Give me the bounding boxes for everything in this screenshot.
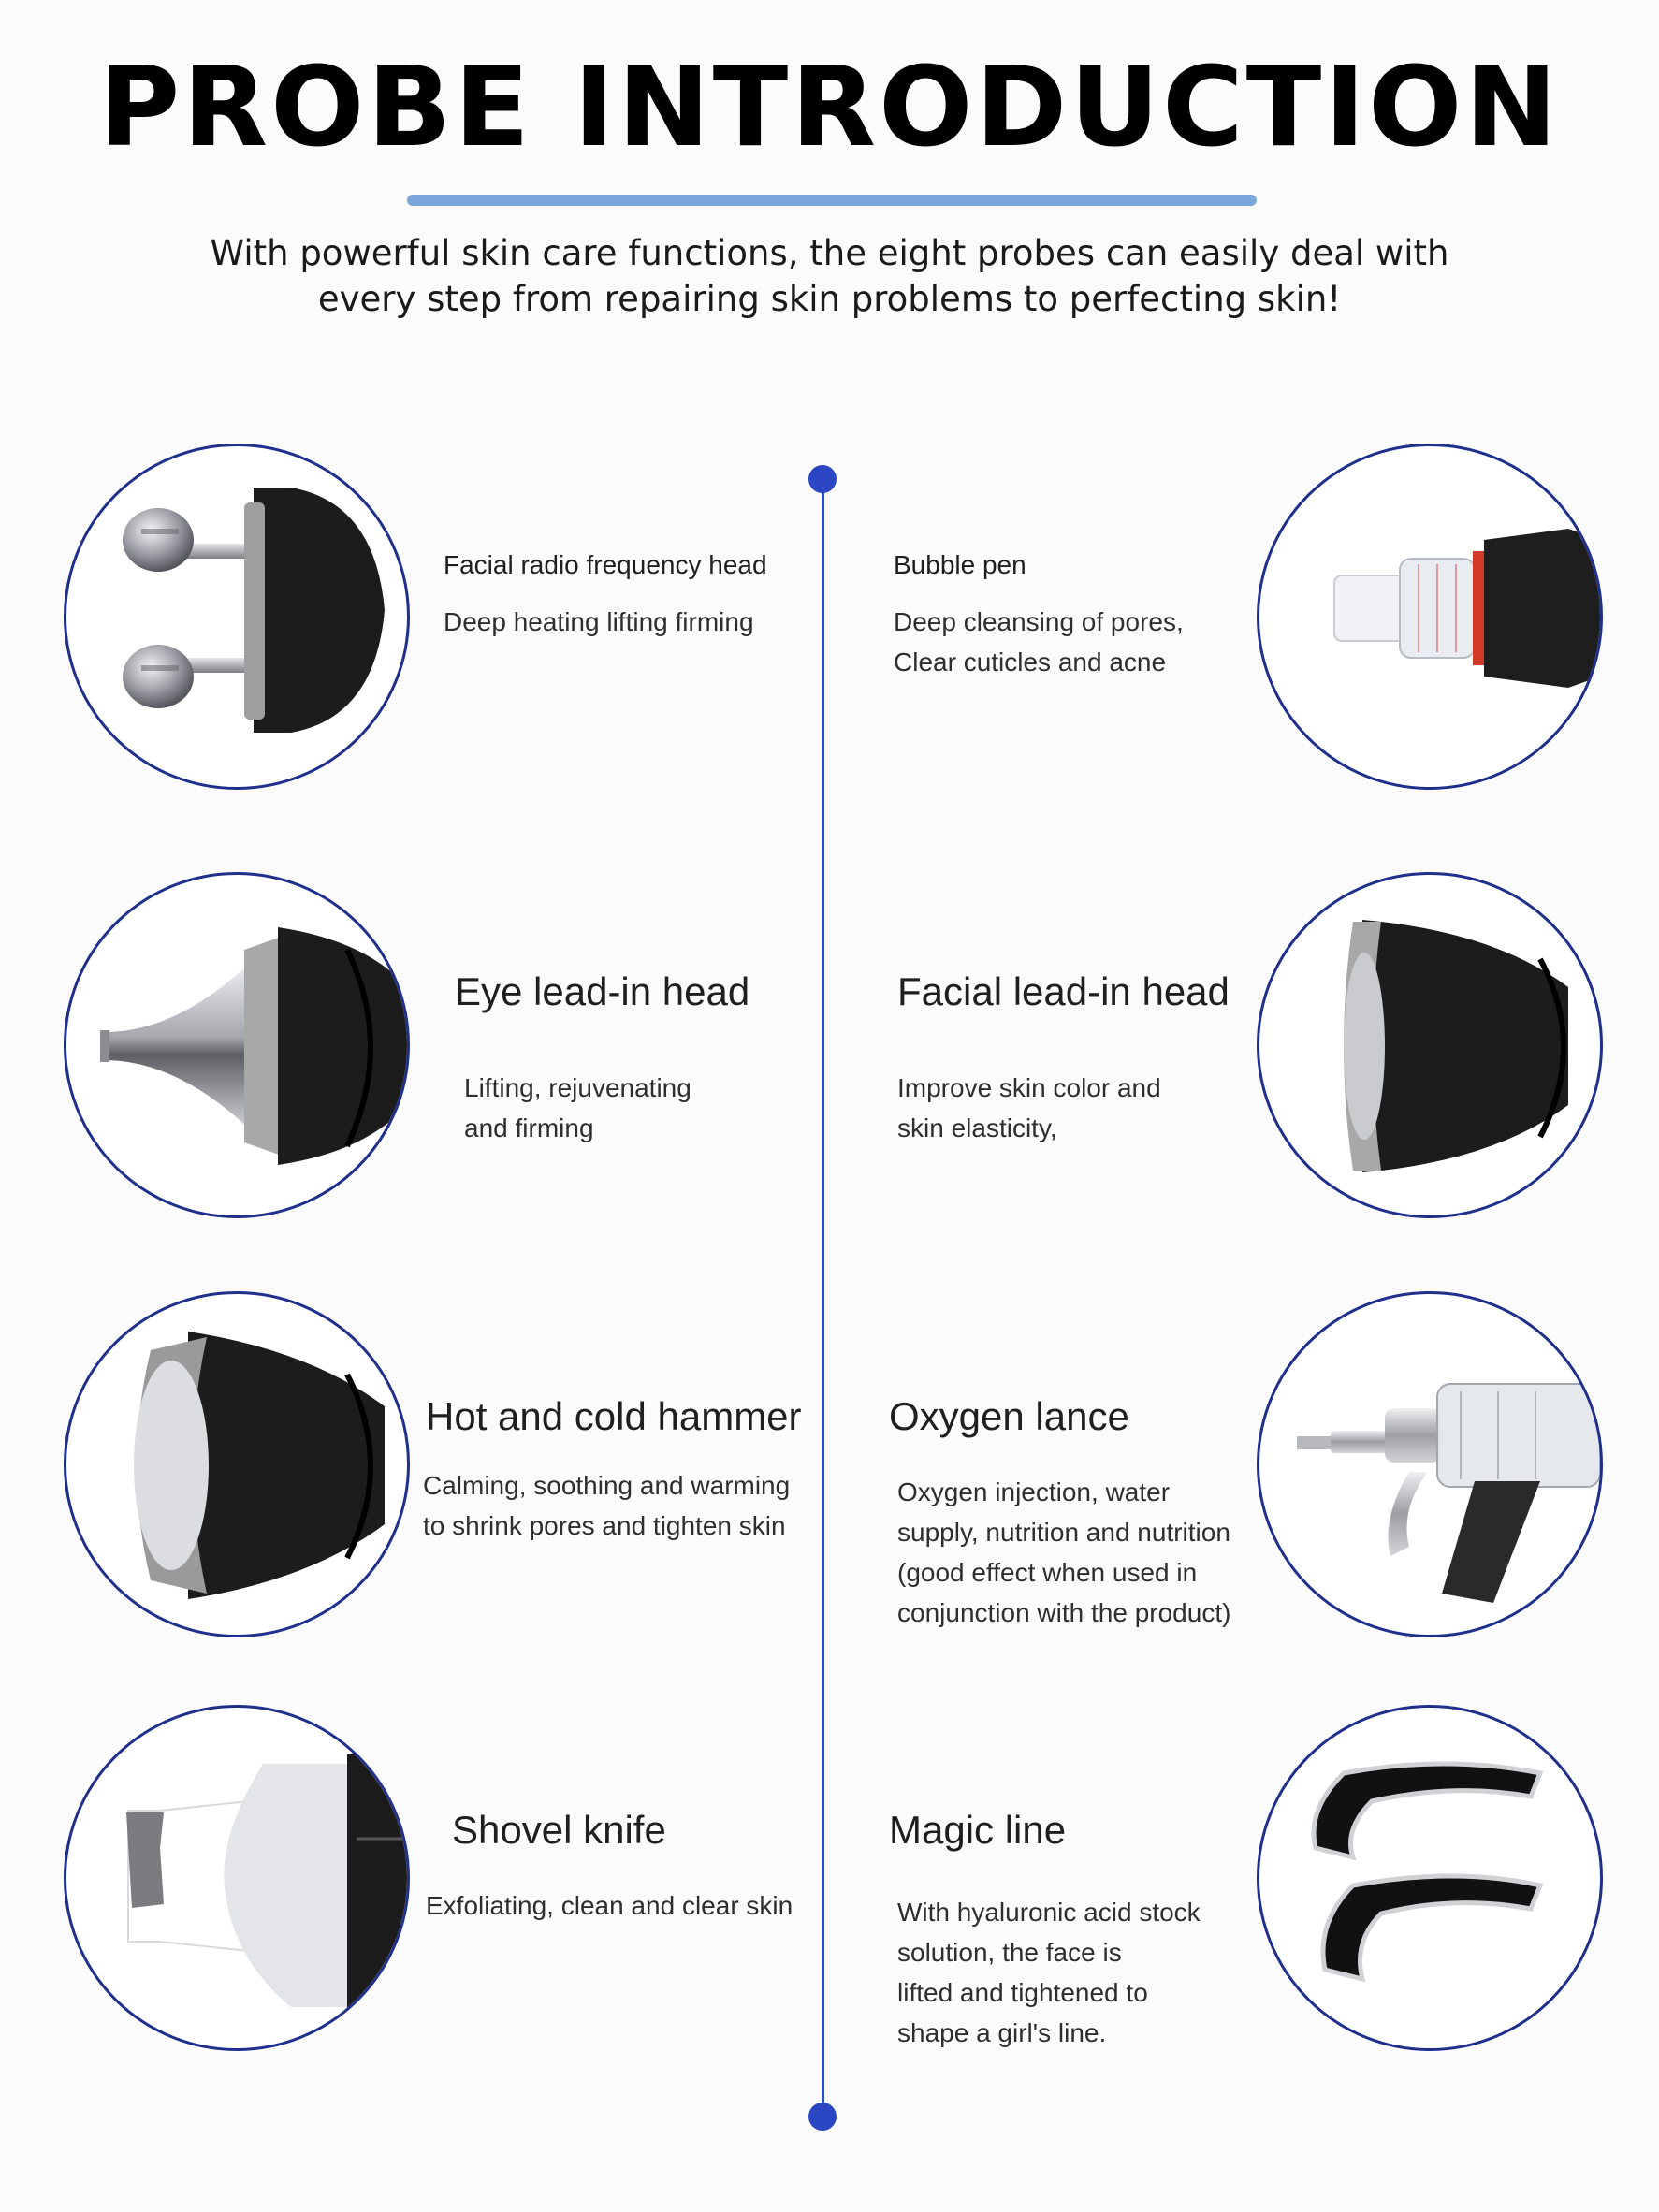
intro-line: every step from repairing skin problems to perfecting skin! bbox=[317, 279, 1342, 319]
probe-title: Facial lead-in head bbox=[897, 969, 1230, 1013]
probe-title: Facial radio frequency head bbox=[444, 550, 767, 579]
probe-description-line: lifted and tightened to bbox=[897, 1978, 1148, 2007]
probe-title: Oxygen lance bbox=[889, 1394, 1129, 1438]
eye-lead-in-head-icon bbox=[64, 872, 410, 1218]
probe-description-line: and firming bbox=[464, 1113, 594, 1142]
oxygen-lance-icon bbox=[1257, 1291, 1603, 1637]
intro-text bbox=[94, 230, 1565, 322]
probe-description-line: solution, the face is bbox=[897, 1938, 1122, 1967]
shovel-knife-icon bbox=[64, 1705, 410, 2051]
probe-description bbox=[423, 1465, 790, 1546]
probe-description bbox=[464, 1068, 691, 1148]
probe-description-line: Lifting, rejuvenating bbox=[464, 1073, 691, 1102]
probe-title: Hot and cold hammer bbox=[426, 1394, 802, 1438]
probe-description-line: Exfoliating, clean and clear skin bbox=[426, 1891, 793, 1920]
probe-description-line: Calming, soothing and warming bbox=[423, 1471, 791, 1500]
probe-description bbox=[894, 602, 1184, 682]
timeline-dot-top bbox=[808, 465, 837, 493]
probe-description-line: Deep heating lifting firming bbox=[444, 607, 754, 636]
probe-description-line: Deep cleansing of pores, bbox=[894, 607, 1184, 636]
probe-description-line: shape a girl's line. bbox=[897, 2018, 1107, 2047]
probe-title: Eye lead-in head bbox=[455, 969, 750, 1013]
timeline-line bbox=[822, 479, 824, 2118]
probe-description-line: supply, nutrition and nutrition bbox=[897, 1518, 1230, 1547]
timeline-dot-bottom bbox=[808, 2103, 837, 2131]
probe-description bbox=[897, 1068, 1161, 1148]
probe-title: Magic line bbox=[889, 1808, 1067, 1852]
probe-description bbox=[897, 1472, 1230, 1633]
probe-description-line: Improve skin color and bbox=[897, 1073, 1161, 1102]
probe-description bbox=[897, 1892, 1201, 2053]
probe-description bbox=[444, 602, 754, 642]
probe-description-line: With hyaluronic acid stock bbox=[897, 1898, 1201, 1927]
probe-description-line: to shrink pores and tighten skin bbox=[423, 1511, 786, 1540]
probe-title: Shovel knife bbox=[452, 1808, 666, 1852]
probe-description-line: Oxygen injection, water bbox=[897, 1477, 1171, 1506]
probe-description-line: skin elasticity, bbox=[897, 1113, 1057, 1142]
probe-description-line: Clear cuticles and acne bbox=[894, 648, 1167, 677]
bubble-pen-icon bbox=[1257, 444, 1603, 790]
title-underline bbox=[407, 195, 1257, 206]
probe-description-line: conjunction with the product) bbox=[897, 1598, 1231, 1627]
probe-description bbox=[426, 1885, 793, 1926]
probe-title: Bubble pen bbox=[894, 550, 1026, 579]
hot-cold-hammer-icon bbox=[64, 1291, 410, 1637]
page-title: PROBE INTRODUCTION bbox=[98, 42, 1561, 171]
rf-head-icon bbox=[64, 444, 410, 790]
probe-description-line: (good effect when used in bbox=[897, 1558, 1198, 1587]
facial-lead-in-head-icon bbox=[1257, 872, 1603, 1218]
magic-line-icon bbox=[1257, 1705, 1603, 2051]
intro-line: With powerful skin care functions, the eight probes can easily deal with bbox=[210, 233, 1449, 273]
